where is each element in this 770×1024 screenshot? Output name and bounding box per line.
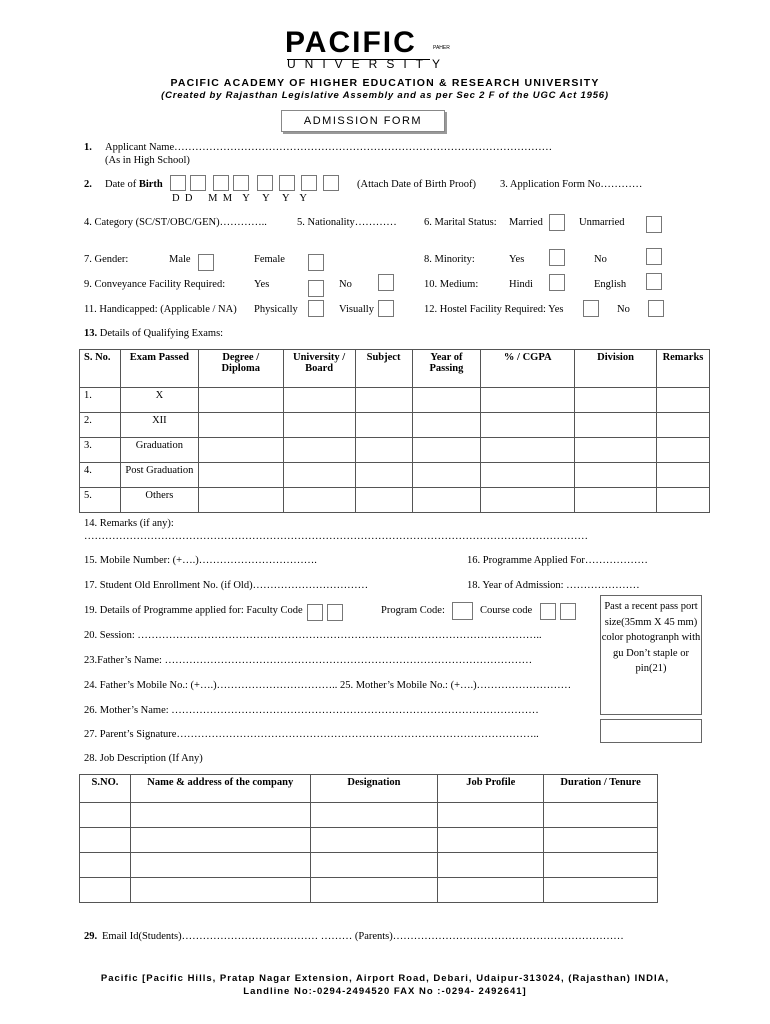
col-subject: Subject (355, 350, 412, 388)
application-form-no-field[interactable]: 3. Application Form No………… (500, 179, 643, 190)
conveyance-yes-label: Yes (254, 279, 270, 290)
cell-input[interactable] (544, 878, 658, 903)
course-code-box-1[interactable] (540, 603, 556, 620)
cell-input[interactable] (283, 388, 355, 413)
col-job-profile: Job Profile (438, 775, 544, 803)
logo-sub-text: UNIVERSITY (287, 57, 450, 71)
field-1-number: 1. (84, 142, 92, 153)
cell-input[interactable] (198, 488, 283, 513)
cell-input[interactable] (481, 488, 575, 513)
cell-input[interactable] (656, 388, 709, 413)
footer-contact: Landline No:-0294-2494520 FAX No :-0294- 2492641] (243, 986, 527, 997)
cell-input[interactable] (198, 388, 283, 413)
cell-input[interactable] (481, 463, 575, 488)
exam-table (79, 349, 710, 513)
table-row (80, 463, 710, 488)
medium-label: 10. Medium: (424, 279, 479, 290)
programme-applied-field[interactable]: 16. Programme Applied For……………… (467, 555, 648, 566)
cell-input[interactable] (80, 878, 131, 903)
qualifying-exams-label: 13. Details of Qualifying Exams: (84, 328, 224, 339)
col-sno: S. No. (80, 350, 121, 388)
hindi-checkbox[interactable] (549, 274, 565, 291)
col-year: Year of Passing (412, 350, 481, 388)
physically-checkbox[interactable] (308, 300, 324, 317)
english-checkbox[interactable] (646, 273, 662, 290)
row-exam: Graduation (120, 438, 198, 463)
cell-input[interactable] (656, 488, 709, 513)
col-degree: Degree / Diploma (198, 350, 283, 388)
row-exam: X (120, 388, 198, 413)
table-row (80, 438, 710, 463)
female-label: Female (254, 254, 285, 265)
row-sno: 1. (80, 388, 121, 413)
row-exam: Post Graduation (120, 463, 198, 488)
col-university: University / Board (283, 350, 355, 388)
logo-tag-text: PAHER (433, 45, 450, 51)
job-table-header (80, 775, 658, 803)
parent-mobile-field[interactable]: 24. Father’s Mobile No.: (+….)…………………………….. 25. Mother’s Mobile No.: (+….)……………………… (84, 680, 572, 691)
minority-no-checkbox[interactable] (646, 248, 662, 265)
hostel-no-label: No (617, 304, 630, 315)
email-field[interactable]: Email Id(Students)………………………………… ……… (Parents)………………………………………………………… (102, 931, 624, 942)
male-checkbox[interactable] (198, 254, 214, 271)
university-name: PACIFIC ACADEMY OF HIGHER EDUCATION & RESEARCH UNIVERSITY (170, 77, 600, 89)
cell-input[interactable] (438, 878, 544, 903)
cell-input[interactable] (198, 413, 283, 438)
remarks-label: 14. Remarks (if any): (84, 518, 174, 529)
cell-input[interactable] (575, 413, 657, 438)
program-code-box[interactable] (452, 602, 473, 620)
married-label: Married (509, 217, 543, 228)
session-field[interactable]: 20. Session: …………………………………………………………………………………………………….. (84, 630, 542, 641)
cell-input[interactable] (575, 463, 657, 488)
dob-label: Date of Birth (105, 179, 163, 190)
dob-box-y1[interactable] (257, 175, 273, 191)
programme-details-label: 19. Details of Programme applied for: Faculty Code (84, 605, 303, 616)
col-exam-passed: Exam Passed (120, 350, 198, 388)
cell-input[interactable] (130, 803, 310, 828)
dob-legend: D D M M Y Y Y Y (172, 193, 307, 204)
married-checkbox[interactable] (549, 214, 565, 231)
applicant-name-field[interactable]: Applicant Name……………………………………………………………………………………………… (105, 142, 553, 153)
year-of-admission-field[interactable]: 18. Year of Admission: ………………… (467, 580, 640, 591)
col-duration: Duration / Tenure (544, 775, 658, 803)
conveyance-yes-checkbox[interactable] (308, 280, 324, 297)
table-row (80, 853, 658, 878)
field-29-number: 29. (84, 931, 98, 942)
university-subtitle: (Created by Rajasthan Legislative Assembly and as per Sec 2 F of the UGC Act 1956) (161, 90, 609, 101)
exam-table-header (80, 350, 710, 388)
handicapped-label: 11. Handicapped: (Applicable / NA) (84, 304, 237, 315)
unmarried-checkbox[interactable] (646, 216, 662, 233)
father-name-field[interactable]: 23.Father’s Name: …………………………………………………………………………………………… (84, 655, 533, 666)
cell-input[interactable] (412, 488, 481, 513)
unmarried-label: Unmarried (579, 217, 625, 228)
dob-box-m1[interactable] (213, 175, 229, 191)
cell-input[interactable] (575, 438, 657, 463)
minority-yes-label: Yes (509, 254, 525, 265)
nationality-field[interactable]: 5. Nationality………… (297, 217, 397, 228)
cell-input[interactable] (130, 878, 310, 903)
col-job-sno: S.NO. (80, 775, 131, 803)
faculty-code-box-1[interactable] (307, 604, 323, 621)
table-row (80, 388, 710, 413)
cell-input[interactable] (544, 853, 658, 878)
old-enrollment-field[interactable]: 17. Student Old Enrollment No. (if Old)…………………………… (84, 580, 369, 591)
cell-input[interactable] (656, 438, 709, 463)
cell-input[interactable] (283, 438, 355, 463)
col-company: Name & address of the company (130, 775, 310, 803)
table-row (80, 488, 710, 513)
dob-box-y4[interactable] (323, 175, 339, 191)
form-title: ADMISSION FORM (281, 110, 445, 132)
minority-yes-checkbox[interactable] (549, 249, 565, 266)
cell-input[interactable] (544, 803, 658, 828)
footer-address: Pacific [Pacific Hills, Pratap Nagar Extension, Airport Road, Debari, Udaipur-313024, (Rajasthan) INDIA, (100, 973, 670, 984)
cell-input[interactable] (355, 488, 412, 513)
cell-input[interactable] (412, 438, 481, 463)
table-row (80, 828, 658, 853)
photo-box[interactable]: Past a recent pass port size(35mm X 45 mm) color photogranph with gu Don’t staple or pin(21) (600, 595, 702, 715)
cell-input[interactable] (438, 828, 544, 853)
cell-input[interactable] (283, 463, 355, 488)
visually-label: Visually (339, 304, 374, 315)
cell-input[interactable] (80, 803, 131, 828)
cell-input[interactable] (355, 388, 412, 413)
cell-input[interactable] (130, 853, 310, 878)
female-checkbox[interactable] (308, 254, 324, 271)
cell-input[interactable] (438, 803, 544, 828)
row-exam: Others (120, 488, 198, 513)
parent-signature-field[interactable]: 27. Parent’s Signature………………………………………………………………………………………….. (84, 729, 539, 740)
cell-input[interactable] (283, 488, 355, 513)
table-row (80, 878, 658, 903)
cell-input[interactable] (310, 878, 438, 903)
male-label: Male (169, 254, 191, 265)
logo-main-text: PACIFIC (285, 26, 417, 59)
hostel-yes-checkbox[interactable] (583, 300, 599, 317)
cell-input[interactable] (283, 413, 355, 438)
hindi-label: Hindi (509, 279, 533, 290)
minority-no-label: No (594, 254, 607, 265)
course-code-box-2[interactable] (560, 603, 576, 620)
mobile-number-field[interactable]: 15. Mobile Number: (+….)……………………………. (84, 555, 317, 566)
cell-input[interactable] (355, 438, 412, 463)
dob-box-d1[interactable] (170, 175, 186, 191)
applicant-name-hint: (As in High School) (105, 155, 190, 166)
col-designation: Designation (310, 775, 438, 803)
cell-input[interactable] (198, 463, 283, 488)
job-table (79, 774, 658, 903)
program-code-label: Program Code: (381, 605, 445, 616)
hostel-no-checkbox[interactable] (648, 300, 664, 317)
cell-input[interactable] (438, 853, 544, 878)
cell-input[interactable] (310, 803, 438, 828)
cell-input[interactable] (481, 388, 575, 413)
cell-input[interactable] (575, 488, 657, 513)
cell-input[interactable] (575, 388, 657, 413)
marital-status-label: 6. Marital Status: (424, 217, 497, 228)
remarks-field[interactable]: ……………………………………………………………………………………………………………………………… (84, 531, 588, 542)
cell-input[interactable] (310, 828, 438, 853)
mother-name-field[interactable]: 26. Mother’s Name: …………………………………………………………………………………………… (84, 705, 539, 716)
dob-box-d2[interactable] (190, 175, 206, 191)
cell-input[interactable] (355, 463, 412, 488)
cell-input[interactable] (80, 853, 131, 878)
conveyance-label: 9. Conveyance Facility Required: (84, 279, 226, 290)
cell-input[interactable] (355, 413, 412, 438)
cell-input[interactable] (80, 828, 131, 853)
cell-input[interactable] (656, 463, 709, 488)
row-sno: 2. (80, 413, 121, 438)
course-code-label: Course code (480, 605, 533, 616)
cell-input[interactable] (544, 828, 658, 853)
col-remarks: Remarks (656, 350, 709, 388)
row-sno: 4. (80, 463, 121, 488)
cell-input[interactable] (412, 388, 481, 413)
field-2-number: 2. (84, 179, 92, 190)
cell-input[interactable] (412, 463, 481, 488)
gender-label: 7. Gender: (84, 254, 129, 265)
english-label: English (594, 279, 627, 290)
dob-attach-note: (Attach Date of Birth Proof) (357, 179, 476, 190)
row-exam: XII (120, 413, 198, 438)
university-logo (285, 28, 475, 72)
dob-box-m2[interactable] (233, 175, 249, 191)
hostel-label: 12. Hostel Facility Required: Yes (424, 304, 564, 315)
conveyance-no-checkbox[interactable] (378, 274, 394, 291)
table-row (80, 413, 710, 438)
cell-input[interactable] (412, 413, 481, 438)
row-sno: 5. (80, 488, 121, 513)
job-description-label: 28. Job Description (If Any) (84, 753, 203, 764)
dob-box-y3[interactable] (301, 175, 317, 191)
physically-label: Physically (254, 304, 298, 315)
category-field[interactable]: 4. Category (SC/ST/OBC/GEN)………….. (84, 217, 267, 228)
visually-checkbox[interactable] (378, 300, 394, 317)
faculty-code-box-2[interactable] (327, 604, 343, 621)
minority-label: 8. Minority: (424, 254, 475, 265)
table-row (80, 803, 658, 828)
cell-input[interactable] (130, 828, 310, 853)
col-cgpa: % / CGPA (481, 350, 575, 388)
col-division: Division (575, 350, 657, 388)
cell-input[interactable] (481, 413, 575, 438)
cell-input[interactable] (656, 413, 709, 438)
cell-input[interactable] (198, 438, 283, 463)
conveyance-no-label: No (339, 279, 352, 290)
row-sno: 3. (80, 438, 121, 463)
cell-input[interactable] (481, 438, 575, 463)
cell-input[interactable] (310, 853, 438, 878)
signature-box[interactable] (600, 719, 702, 743)
dob-box-y2[interactable] (279, 175, 295, 191)
